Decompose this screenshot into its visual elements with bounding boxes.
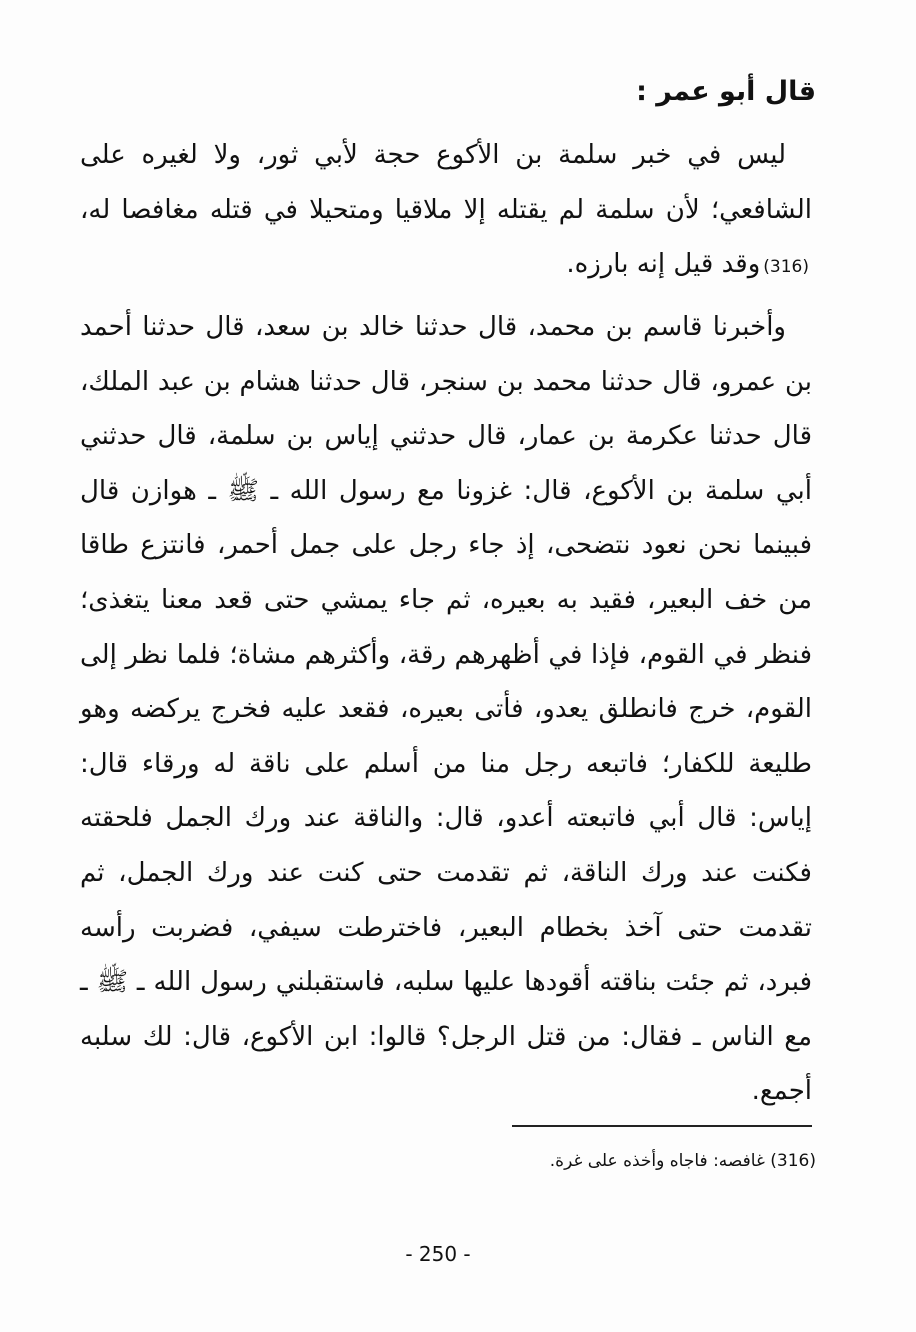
footnote-divider [512,1125,812,1127]
paragraph-1-text: ليس في خبر سلمة بن الأكوع حجة لأبي ثور، ولا لغيره على الشافعي؛ لأن سلمة لم يقتله إلا ملاقيا ومتحيلا في قتله مغافصا له، [80,140,812,225]
paragraph-1 [80,128,812,295]
paragraph-2 [80,300,812,1119]
paragraph-1-text-end: وقد قيل إنه بارزه. [566,249,761,280]
footnote: (316) غافصه: فاجاه وأخذه على غرة. [549,1151,816,1171]
page-number: - 250 - [405,1242,471,1266]
paragraph-2-text: وأخبرنا قاسم بن محمد، قال حدثنا خالد بن سعد، قال حدثنا أحمد بن عمرو، قال حدثنا محمد بن سنجر، قال حدثنا هشام بن عبد الملك، قال حدثنا عكرمة بن عمار، قال حدثني إياس بن سلمة، قال حدثني أبي سلمة بن الأكوع، قال: غزونا مع رسول الله ـ ﷺ ـ هوازن قال فبينما نحن نعود نتضحى، إذ جاء رجل على جمل أحمر، فانتزع طاقا من خف البعير، فقيد به بعيره، ثم جاء يمشي حتى قعد معنا يتغذى؛ فنظر في القوم، فإذا في أظهرهم رقة، وأكثرهم مشاة؛ فلما نظر إلى القوم، خرج فانطلق يعدو، فأتى بعيره، فقعد عليه فخرج يركضه وهو طليعة للكفار؛ فاتبعه رجل منا من أسلم على ناقة له ورقاء قال: إياس: قال أبي فاتبعته أعدو، قال: والناقة عند ورك الجمل فلحقته فكنت عند ورك الناقة، ثم تقدمت حتى كنت عند ورك الجمل، ثم تقدمت حتى آخذ بخطام البعير، فاخترطت سيفي، فضربت رأسه فبرد، ثم جئت بناقته أقودها عليها سلبه، فاستقبلني رسول الله ـ ﷺ ـ مع الناس ـ فقال: من قتل الرجل؟ قالوا: ابن الأكوع، قال: لك سلبه أجمع. [80,312,812,1107]
section-heading: قال أبو عمر : [636,76,816,107]
footnote-reference: (316) [763,257,809,278]
